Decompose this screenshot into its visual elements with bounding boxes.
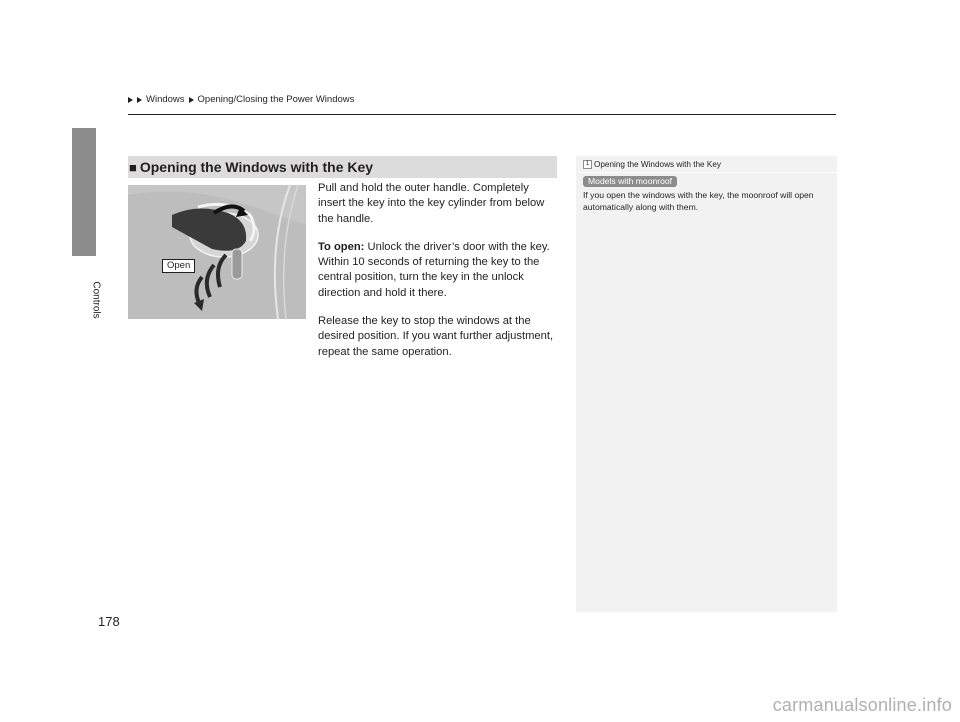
page-number: 178: [98, 614, 120, 629]
instructions: [318, 181, 558, 373]
watermark: carmanualsonline.info: [772, 695, 952, 715]
to-open-label: To open:: [318, 240, 365, 253]
section-heading: [128, 156, 557, 178]
instruction-step-1: Pull and hold the outer handle. Completely insert the key into the key cylinder from below the handle.: [318, 182, 545, 225]
breadcrumb-arrow-icon: [189, 97, 194, 103]
chapter-label: Controls: [90, 281, 102, 319]
figure-label-open: Open: [162, 259, 195, 273]
breadcrumb: [128, 94, 354, 105]
side-note-text: If you open the windows with the key, the moonroof will open automatically along with them.: [583, 190, 814, 212]
header-rule: [128, 114, 836, 115]
models-badge: Models with moonroof: [583, 176, 677, 187]
instruction-step-2: [318, 240, 558, 301]
breadcrumb-item-power-windows[interactable]: Opening/Closing the Power Windows: [197, 94, 355, 105]
door-handle-illustration: [128, 185, 306, 319]
section-title: Opening the Windows with the Key: [139, 159, 374, 175]
section-marker-icon: ■: [129, 159, 137, 175]
note-marker-icon: 1: [583, 160, 592, 169]
breadcrumb-item-windows[interactable]: Windows: [146, 94, 185, 105]
to-open-text: Unlock the driver’s door with the key. Within 10 seconds of returning the key to the central position, turn the key in the unlock direction and hold it there.: [318, 240, 550, 299]
side-note-heading: [583, 160, 721, 169]
breadcrumb-arrow-icon: [137, 97, 142, 103]
breadcrumb-arrow-icon: [128, 97, 133, 103]
chapter-tab: [72, 128, 96, 256]
instruction-step-3: Release the key to stop the windows at the desired position. If you want further adjustment, repeat the same operation.: [318, 315, 554, 358]
side-note-divider: [576, 172, 837, 173]
side-note-panel: [576, 156, 837, 612]
door-handle-drawing: [128, 185, 306, 319]
side-note-title: Opening the Windows with the Key: [594, 160, 721, 169]
